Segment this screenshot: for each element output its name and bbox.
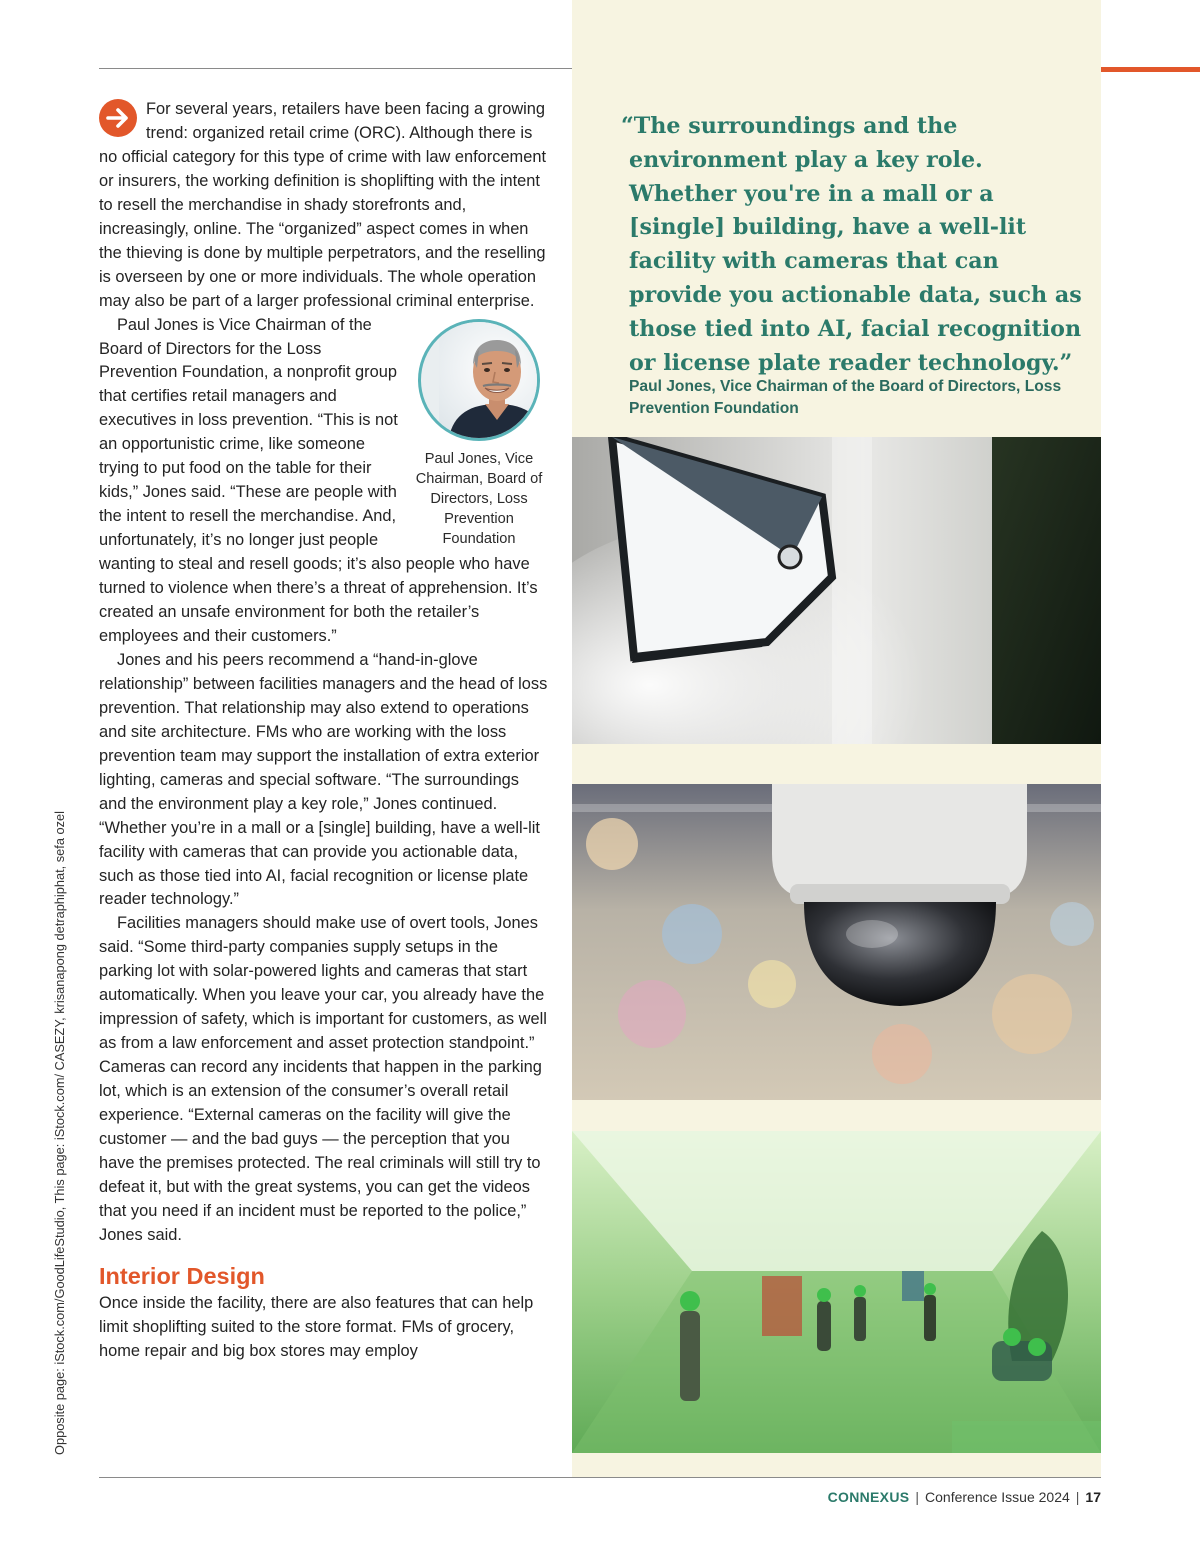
- section-heading: Interior Design: [99, 1262, 265, 1289]
- paragraph-1-text: For several years, retailers have been facing a growing trend: organized retail crime (ORC). Although there is no official category for this type of crime with law enforcement or insurers, the working definition is shoplifting with the intent to resell the merchandise in shady storefronts and, increasingly, online. The “organized” aspect comes in when the thieving is done by multiple perpetrators, and the reselling is overseen by one or more individuals. The whole operation may also be part of a larger professional criminal enterprise.: [99, 100, 546, 310]
- page-number: 17: [1085, 1489, 1101, 1505]
- accent-bar: [1101, 67, 1200, 72]
- issue-label: Conference Issue 2024: [925, 1489, 1070, 1505]
- photo-solar-wall-light: [572, 437, 1101, 744]
- footer-separator: |: [1075, 1489, 1080, 1505]
- article-body: [99, 98, 549, 1364]
- paragraph-2-text: Paul Jones is Vice Chairman of the Board of Directors for the Loss Prevention Foundation, a nonprofit group that certifies retail managers and executives in loss prevention. “This is not an opportunistic crime, like someone trying to put food on the table for their kids,” Jones said. “These are people with the intent to resell the merchandise. And, unfortunately, it’s no longer just people wanting to steal and resell goods; it’s also people who have turned to violence when there’s a threat of apprehension. It’s created an unsafe environment for both the retailer’s employees and their customers.”: [99, 315, 538, 645]
- photo-dome-camera: [572, 784, 1101, 1100]
- photo-facial-recognition-hall: [572, 1131, 1101, 1453]
- footer-separator: |: [915, 1489, 920, 1505]
- pull-quote: “The surroundings and the environment play a key role. Whether you're in a mall or a [single] building, have a well-lit facility with cameras that can provide you actionable data, such as those tied into AI, facial recognition or license plate reader technology.”: [621, 113, 1082, 376]
- magazine-name: CONNEXUS: [827, 1489, 910, 1505]
- portrait-figure: [409, 319, 549, 549]
- top-rule: [99, 68, 572, 69]
- paragraph-3: Jones and his peers recommend a “hand-in-glove relationship” between facilities managers and the head of loss prevention. That relationship may also extend to operations and site architecture. FMs who are working with the loss prevention team may support the installation of extra exterior lighting, cameras and special software. “The surroundings and the environment play a key role,” Jones continued. “Whether you’re in a mall or a [single] building, have a well-lit facility with cameras that can provide you actionable data, such as those tied into AI, facial recognition or license plate reader technology.”: [99, 650, 548, 909]
- portrait-caption: Paul Jones, Vice Chairman, Board of Directors, Loss Prevention Foundation: [415, 450, 543, 547]
- page-footer: [828, 1489, 1101, 1505]
- photo-credit: Opposite page: iStock.com/GoodLifeStudio, This page: iStock.com/ CASEZY, krisanapong detraphiphat, sefa ozel: [52, 810, 67, 1455]
- pull-quote-attribution: Paul Jones, Vice Chairman of the Board of Directors, Loss Prevention Foundation: [629, 378, 1062, 417]
- paragraph-2: [99, 314, 549, 649]
- paragraph-4: Facilities managers should make use of overt tools, Jones said. “Some third-party companies supply setups in the parking lot with solar-powered lights and cameras that start automatically. When you leave your car, you already have the impression of safety, which is important for customers, as well as from a law enforcement and asset protection standpoint.” Cameras can record any incidents that happen in the parking lot, which is an extension of the consumer’s overall retail experience. “External cameras on the facility will give the customer — and the bad guys — the perception that you have the premises protected. The real criminals will still try to defeat it, but with the great systems, you can get the videos that you need if an incident must be reported to the police,” Jones said.: [99, 914, 547, 1244]
- portrait-photo: [418, 319, 540, 441]
- paragraph-1: [99, 98, 549, 314]
- arrow-right-icon: [99, 99, 137, 137]
- paragraph-5: Once inside the facility, there are also features that can help limit shoplifting suited to the store format. FMs of grocery, home repair and big box stores may employ: [99, 1293, 534, 1360]
- bottom-rule: [99, 1477, 1101, 1478]
